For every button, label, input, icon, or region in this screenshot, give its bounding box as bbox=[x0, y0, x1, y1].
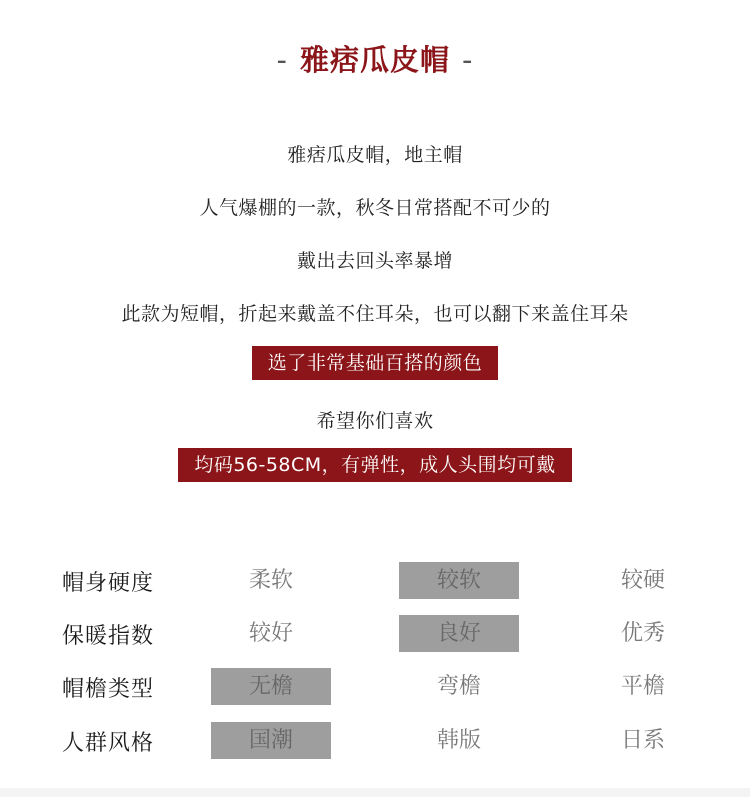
intro-line-3: 戴出去回头率暴增 bbox=[296, 250, 453, 272]
attr-label-style: 人群风格 bbox=[62, 731, 155, 756]
bottom-divider bbox=[0, 788, 750, 797]
highlight-band-1-wrap bbox=[0, 346, 750, 380]
attr-option-style-3: 日系 bbox=[620, 728, 665, 753]
attr-option-hardness-2: 较软 bbox=[399, 562, 519, 599]
attr-option-brim-3: 平檐 bbox=[620, 674, 665, 699]
title-text: 雅痞瓜皮帽 bbox=[299, 43, 450, 77]
attr-option-warmth-3: 优秀 bbox=[620, 621, 665, 646]
highlight-band-2-wrap bbox=[0, 448, 750, 482]
intro-line-4: 此款为短帽，折起来戴盖不住耳朵，也可以翻下来盖住耳朵 bbox=[121, 303, 629, 325]
attr-option-hardness-1: 柔软 bbox=[248, 568, 293, 593]
attr-label-hardness: 帽身硬度 bbox=[62, 571, 155, 596]
attr-label-warmth: 保暖指数 bbox=[62, 624, 155, 649]
attr-option-brim-2: 弯檐 bbox=[436, 674, 481, 699]
highlight-band-1: 选了非常基础百搭的颜色 bbox=[252, 346, 499, 380]
page-title bbox=[0, 38, 750, 79]
highlight-band-2: 均码56-58CM，有弹性，成人头围均可戴 bbox=[178, 448, 571, 482]
attr-option-hardness-3: 较硬 bbox=[620, 568, 665, 593]
attr-option-style-1: 国潮 bbox=[211, 722, 331, 759]
wish-line: 希望你们喜欢 bbox=[316, 410, 434, 432]
intro-line-2: 人气爆棚的一款，秋冬日常搭配不可少的 bbox=[199, 197, 551, 219]
attr-option-warmth-1: 较好 bbox=[248, 621, 293, 646]
title-dash-left: - bbox=[276, 43, 288, 77]
attr-label-brim: 帽檐类型 bbox=[62, 677, 155, 702]
title-dash-right: - bbox=[462, 43, 474, 77]
attr-option-style-2: 韩版 bbox=[436, 728, 481, 753]
attr-option-warmth-2: 良好 bbox=[399, 615, 519, 652]
intro-line-1: 雅痞瓜皮帽，地主帽 bbox=[287, 144, 463, 166]
attr-option-brim-1: 无檐 bbox=[211, 668, 331, 705]
